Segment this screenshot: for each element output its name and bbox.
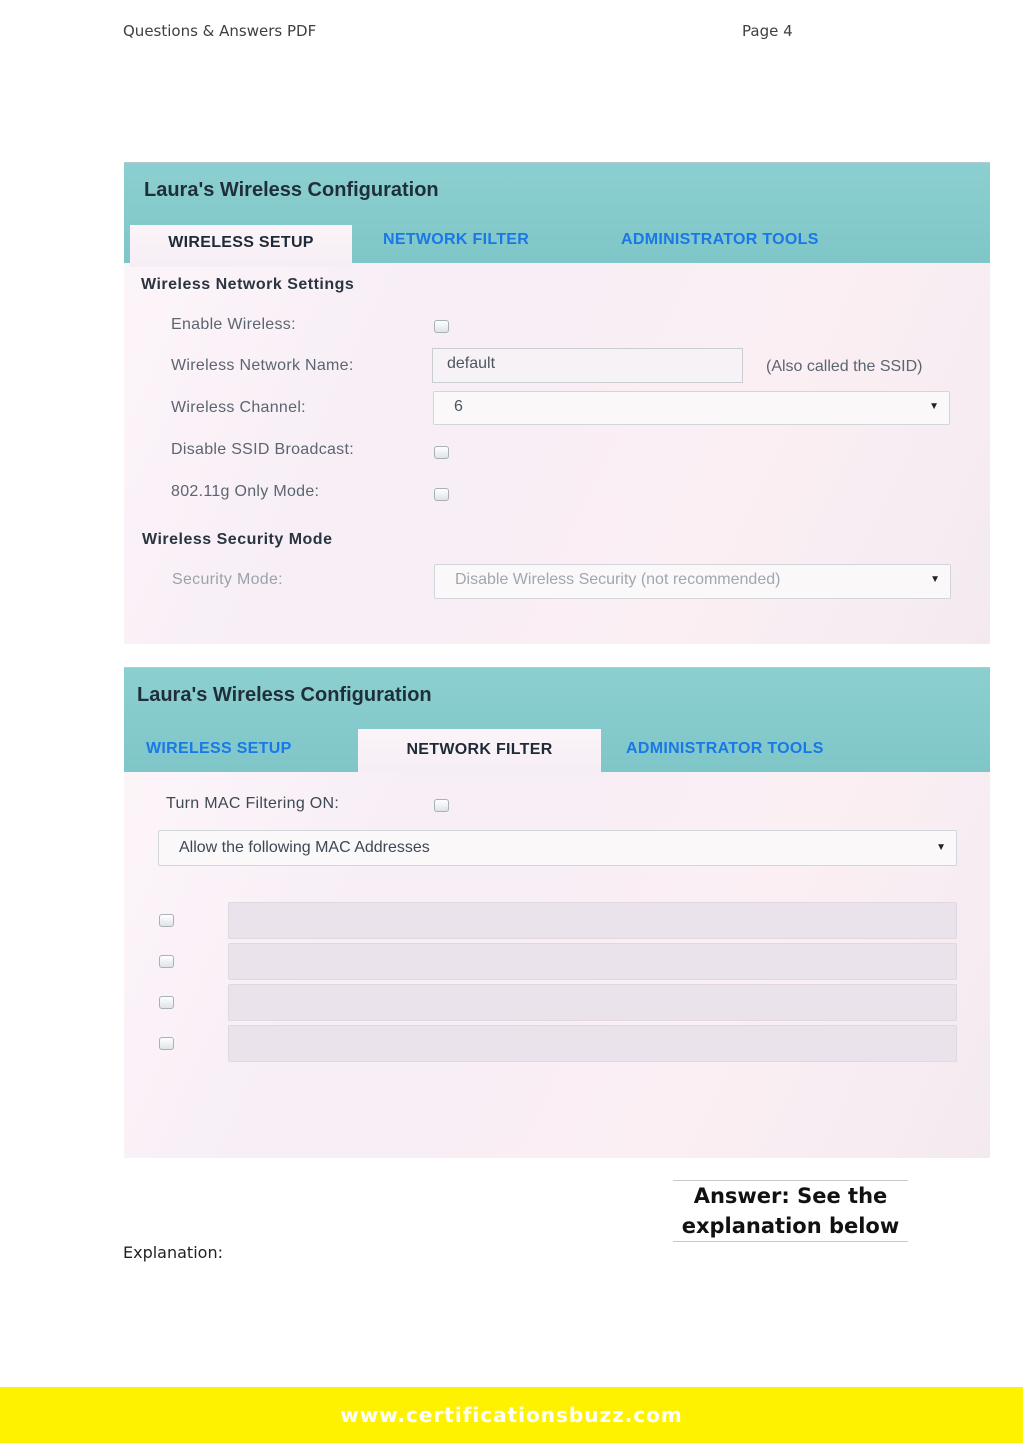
enable-wireless-checkbox[interactable]	[434, 320, 449, 333]
wireless-channel-select[interactable]	[433, 391, 950, 425]
security-mode-value: Disable Wireless Security (not recommended)	[455, 571, 781, 588]
tab-administrator-tools[interactable]: ADMINISTRATOR TOOLS	[626, 740, 824, 757]
disable-ssid-broadcast-label: Disable SSID Broadcast:	[171, 441, 354, 458]
mac-filtering-label: Turn MAC Filtering ON:	[166, 795, 340, 812]
answer-line-2: explanation below	[681, 1214, 900, 1238]
mac-filter-mode-select[interactable]	[158, 830, 957, 866]
app-title: Laura's Wireless Configuration	[137, 684, 432, 706]
wireless-channel-value: 6	[454, 398, 463, 415]
footer-bar	[0, 1387, 1023, 1443]
wireless-security-mode-heading: Wireless Security Mode	[142, 531, 333, 548]
wireless-network-settings-heading: Wireless Network Settings	[141, 276, 355, 293]
mac-address-input[interactable]	[228, 902, 957, 939]
explanation-label: Explanation:	[123, 1243, 223, 1262]
disable-ssid-broadcast-checkbox[interactable]	[434, 446, 449, 459]
chevron-down-icon: ▼	[936, 842, 946, 853]
mac-entry-checkbox[interactable]	[159, 914, 174, 927]
wireless-setup-screenshot	[124, 162, 990, 644]
mac-entry-checkbox[interactable]	[159, 1037, 174, 1050]
answer-line-1: Answer: See the	[693, 1184, 888, 1208]
network-filter-screenshot	[124, 667, 990, 1158]
page-header-title: Questions & Answers PDF	[123, 22, 317, 40]
tab-network-filter[interactable]: NETWORK FILTER	[358, 729, 601, 773]
g-only-mode-label: 802.11g Only Mode:	[171, 483, 320, 500]
tab-wireless-setup[interactable]: WIRELESS SETUP	[146, 740, 292, 757]
mac-address-input[interactable]	[228, 943, 957, 980]
mac-address-input[interactable]	[228, 984, 957, 1021]
answer-block	[673, 1180, 908, 1242]
security-mode-label: Security Mode:	[172, 571, 283, 588]
tab-administrator-tools[interactable]: ADMINISTRATOR TOOLS	[621, 231, 819, 248]
chevron-down-icon: ▼	[930, 574, 940, 585]
chevron-down-icon: ▼	[929, 401, 939, 412]
page-number: Page 4	[742, 22, 793, 40]
security-mode-select[interactable]	[434, 564, 951, 599]
mac-entry-checkbox[interactable]	[159, 996, 174, 1009]
mac-filter-mode-value: Allow the following MAC Addresses	[179, 839, 430, 856]
mac-filtering-checkbox[interactable]	[434, 799, 449, 812]
ssid-hint: (Also called the SSID)	[766, 358, 923, 375]
app-title: Laura's Wireless Configuration	[144, 179, 439, 201]
wireless-channel-label: Wireless Channel:	[171, 399, 306, 416]
footer-website-link[interactable]: www.certificationsbuzz.com	[340, 1403, 683, 1427]
g-only-mode-checkbox[interactable]	[434, 488, 449, 501]
network-name-input[interactable]: default	[432, 348, 743, 383]
enable-wireless-label: Enable Wireless:	[171, 316, 296, 333]
mac-entry-checkbox[interactable]	[159, 955, 174, 968]
tab-network-filter[interactable]: NETWORK FILTER	[383, 231, 530, 248]
tab-wireless-setup[interactable]: WIRELESS SETUP	[130, 225, 352, 267]
network-name-label: Wireless Network Name:	[171, 357, 354, 374]
mac-address-input[interactable]	[228, 1025, 957, 1062]
